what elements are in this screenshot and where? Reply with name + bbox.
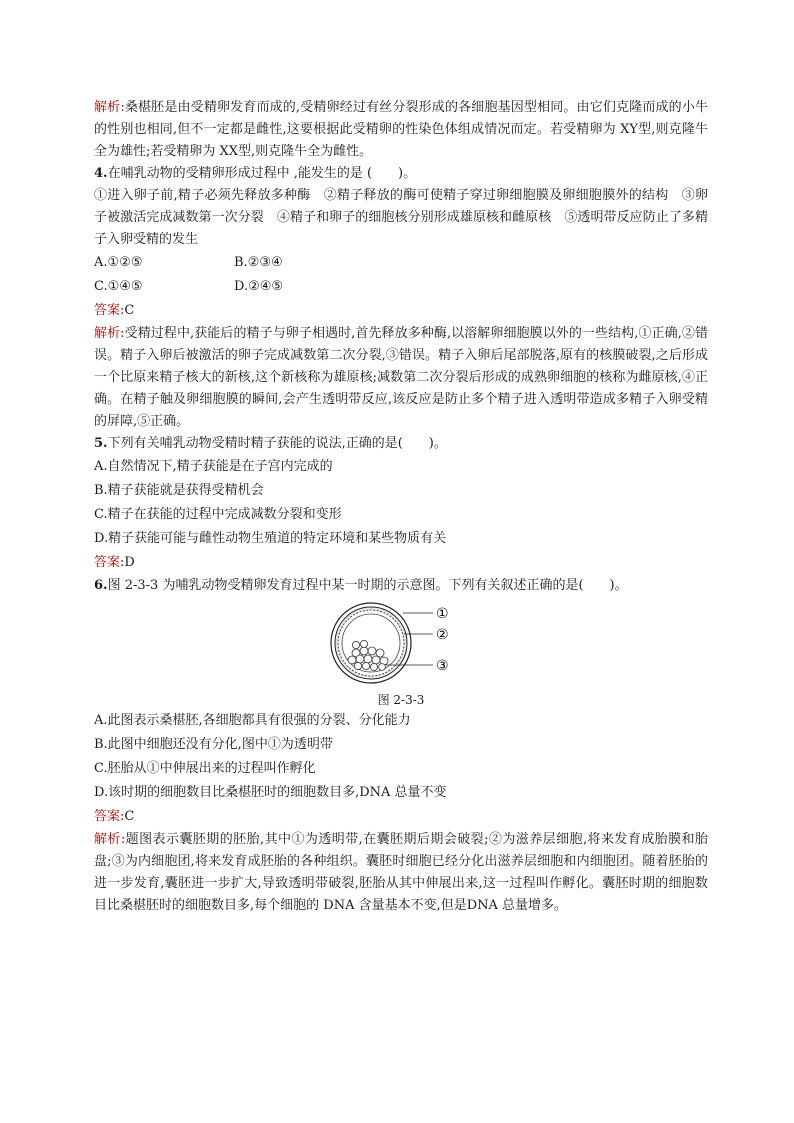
figure-label-1: ① xyxy=(436,606,449,622)
question-4-statements: ①进入卵子前,精子必须先释放多种酶 ②精子释放的酶可使精子穿过卵细胞膜及卵细胞膜外的结构 ③卵子被激活完成减数第一次分裂 ④精子和卵子的细胞核分别形成雄原核和雌原核 ⑤透明带反应防止了多精子入卵受精的发生 xyxy=(94,188,708,247)
question-number: 6. xyxy=(94,578,108,593)
question-4-options xyxy=(94,251,708,299)
question-4-analysis xyxy=(94,323,708,433)
question-4-answer xyxy=(94,299,708,323)
question-5-answer xyxy=(94,551,708,575)
question-6-answer xyxy=(94,805,708,829)
question-6-stem xyxy=(94,575,708,597)
option-a: A.自然情况下,精子获能是在子宫内完成的 xyxy=(94,459,333,474)
option-d: D.该时期的细胞数目比桑椹胚时的细胞数目多,DNA 总量不变 xyxy=(94,785,447,800)
option-c: C.①④⑤ xyxy=(94,279,143,294)
analysis-text: 题图表示囊胚期的胚胎,其中①为透明带,在囊胚期后期会破裂;②为滋养层细胞,将来发育成胎膜和胎盘;③为内细胞团,将来发育成胚胎的各种组织。囊胚时细胞已经分化出滋养层细胞和内细胞团。随着胚胎的进一步发育,囊胚进一步扩大,导致透明带破裂,胚胎从其中伸展出来,这一过程叫作孵化。囊胚时期的细胞数目比桑椹胚时的细胞数目多,每个细胞的 DNA 含量基本不变,但是DNA 总量增多。 xyxy=(94,832,708,913)
answer-label: 答案: xyxy=(94,303,125,318)
question-number: 5. xyxy=(94,436,108,451)
option-d: D.②④⑤ xyxy=(234,279,284,294)
answer-value: C xyxy=(124,809,135,824)
option-a: A.①②⑤ xyxy=(94,255,143,270)
figure-label-2: ② xyxy=(436,627,449,643)
figure-label-3: ③ xyxy=(436,658,449,674)
answer-value: D xyxy=(124,555,135,570)
analysis-label: 解析: xyxy=(94,100,125,115)
option-b: B.精子获能就是获得受精机会 xyxy=(94,483,264,498)
question-stem: 图 2-3-3 为哺乳动物受精卵发育过程中某一时期的示意图。下列有关叙述正确的是( )。 xyxy=(107,578,628,593)
question-number: 4. xyxy=(94,166,108,181)
answer-label: 答案: xyxy=(94,555,125,570)
question-6-analysis xyxy=(94,829,708,917)
analysis-text: 桑椹胚是由受精卵发育而成的,受精卵经过有丝分裂形成的各细胞基因型相同。由它们克隆而成的小牛的性别也相同,但不一定都是雌性,这要根据此受精卵的性染色体组成情况而定。若受精卵为 XY型,则克隆牛全为雄性;若受精卵为 XX型,则克隆牛全为雌性。 xyxy=(94,100,708,159)
option-a: A.此图表示桑椹胚,各细胞都具有很强的分裂、分化能力 xyxy=(94,713,411,728)
question-4-stem xyxy=(94,163,708,185)
analysis-text: 受精过程中,获能后的精子与卵子相遇时,首先释放多种酶,以溶解卵细胞膜以外的一些结构,①正确,②错误。精子入卵后被激活的卵子完成减数第二次分裂,③错误。精子入卵后尾部脱落,原有的核膜破裂,之后形成一个比原来精子核大的新核,这个新核称为雄原核;减数第二次分裂后形成的成熟卵细胞的核称为雌原核,④正确。在精子触及卵细胞膜的瞬间,会产生透明带反应,该反应是防止多个精子进入透明带造成多精子入卵受精的屏障,⑤正确。 xyxy=(94,326,708,429)
blastocyst-diagram xyxy=(326,599,476,687)
analysis-block-prev xyxy=(94,97,708,163)
analysis-label: 解析: xyxy=(94,326,125,341)
analysis-label: 解析: xyxy=(94,832,126,847)
question-stem: 在哺乳动物的受精卵形成过程中 ,能发生的是 ( )。 xyxy=(107,166,417,181)
option-d: D.精子获能可能与雌性动物生殖道的特定环境和某些物质有关 xyxy=(94,531,447,546)
answer-label: 答案: xyxy=(94,809,125,824)
blastocyst-figure xyxy=(94,599,708,709)
document-page xyxy=(94,97,708,917)
option-b: B.②③④ xyxy=(234,255,283,270)
question-stem: 下列有关哺乳动物受精时精子获能的说法,正确的是( )。 xyxy=(107,436,447,451)
answer-value: C xyxy=(124,303,135,318)
figure-caption: 图 2-3-3 xyxy=(377,693,425,707)
option-b: B.此图中细胞还没有分化,图中①为透明带 xyxy=(94,737,333,752)
option-c: C.精子在获能的过程中完成减数分裂和变形 xyxy=(94,507,342,522)
option-c: C.胚胎从①中伸展出来的过程叫作孵化 xyxy=(94,761,316,776)
question-5-stem xyxy=(94,433,708,455)
